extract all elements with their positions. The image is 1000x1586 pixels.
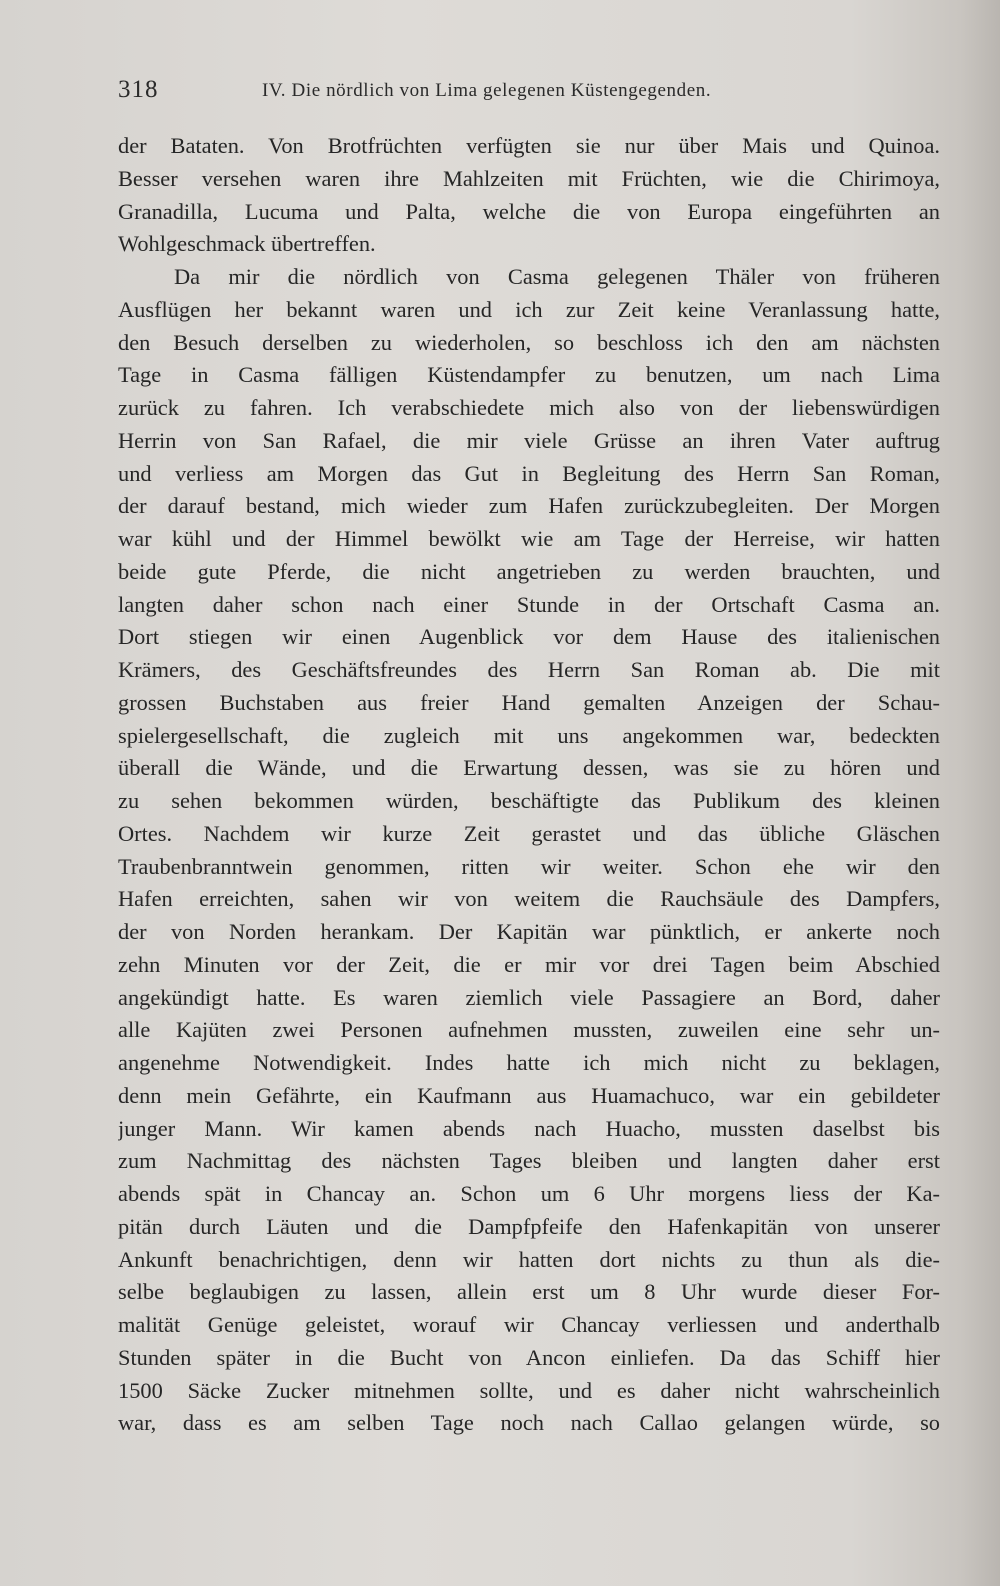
page-number: 318 [118,76,159,103]
text-line: war kühl und der Himmel bewölkt wie am Tage der Herreise, wir hatten [118,526,940,551]
text-line: Granadilla, Lucuma und Palta, welche die von Europa eingeführten an [118,198,940,224]
text-line: zurück zu fahren. Ich verabschiedete mich also von der liebenswürdigen [118,395,940,420]
text-line: denn mein Gefährte, ein Kaufmann aus Huamachuco, war ein gebildeter [118,1082,940,1108]
text-line: Hafen erreichten, sahen wir von weitem die Rauchsäule des Dampfers, [118,886,940,912]
text-line: Ankunft benachrichtigen, denn wir hatten dort nichts zu thun als die- [118,1246,940,1272]
text-line: malität Genüge geleistet, worauf wir Chancay verliessen und anderthalb [118,1312,940,1337]
text-line: 1500 Säcke Zucker mitnehmen sollte, und es daher nicht wahrscheinlich [118,1377,940,1403]
text-line: angenehme Notwendigkeit. Indes hatte ich mich nicht zu beklagen, [118,1050,940,1075]
text-line: der von Norden herankam. Der Kapitän war pünktlich, er ankerte noch [118,919,940,944]
running-head [118,76,938,112]
text-line: pitän durch Läuten und die Dampfpfeife den Hafenkapitän von unserer [118,1213,940,1239]
text-line: abends spät in Chancay an. Schon um 6 Uhr morgens liess der Ka- [118,1181,940,1206]
text-line: überall die Wände, und die Erwartung dessen, was sie zu hören und [118,755,940,781]
text-line: zehn Minuten vor der Zeit, die er mir vor drei Tagen beim Abschied [118,951,940,977]
text-line: Herrin von San Rafael, die mir viele Grüsse an ihren Vater auftrug [118,427,940,453]
text-line: langten daher schon nach einer Stunde in der Ortschaft Casma an. [118,591,940,617]
text-line: Besser versehen waren ihre Mahlzeiten mit Früchten, wie die Chirimoya, [118,165,940,191]
text-line: zu sehen bekommen würden, beschäftigte das Publikum des kleinen [118,788,940,813]
text-line: Ausflügen her bekannt waren und ich zur Zeit keine Veranlassung hatte, [118,296,940,322]
text-line: angekündigt hatte. Es waren ziemlich viele Passagiere an Bord, daher [118,984,940,1010]
text-line: Ortes. Nachdem wir kurze Zeit gerastet und das übliche Gläschen [118,820,940,846]
text-line: Stunden später in die Bucht von Ancon einliefen. Da das Schiff hier [118,1344,940,1370]
text-line: grossen Buchstaben aus freier Hand gemalten Anzeigen der Schau- [118,689,940,715]
text-line: junger Mann. Wir kamen abends nach Huacho, mussten daselbst bis [118,1115,940,1141]
text-line: Tage in Casma fälligen Küstendampfer zu benutzen, um nach Lima [118,362,940,388]
text-line: der darauf bestand, mich wieder zum Hafen zurückzubegleiten. Der Morgen [118,493,940,519]
text-line: Krämers, des Geschäftsfreundes des Herrn San Roman ab. Die mit [118,657,940,682]
text-line: den Besuch derselben zu wiederholen, so beschloss ich den am nächsten [118,329,940,355]
text-line: zum Nachmittag des nächsten Tages bleiben und langten daher erst [118,1148,940,1174]
text-line: spielergesellschaft, die zugleich mit uns angekommen war, bedeckten [118,722,940,748]
text-line: selbe beglaubigen zu lassen, allein erst um 8 Uhr wurde dieser For- [118,1279,940,1305]
text-line: und verliess am Morgen das Gut in Begleitung des Herrn San Roman, [118,460,940,486]
body-text [118,130,940,1440]
text-line: beide gute Pferde, die nicht angetrieben zu werden brauchten, und [118,558,940,584]
paragraph-start-line: Da mir die nördlich von Casma gelegenen Thäler von früheren [174,264,940,289]
text-line: alle Kajüten zwei Personen aufnehmen mussten, zuweilen eine sehr un- [118,1017,940,1043]
text-line: Wohlgeschmack übertreffen. [118,231,376,257]
text-line: war, dass es am selben Tage noch nach Callao gelangen würde, so [118,1410,940,1436]
text-line: Dort stiegen wir einen Augenblick vor dem Hause des italienischen [118,624,940,650]
chapter-title: IV. Die nördlich von Lima gelegenen Küstengegenden. [262,80,712,101]
text-line: Traubenbranntwein genommen, ritten wir weiter. Schon ehe wir den [118,853,940,879]
text-line: der Bataten. Von Brotfrüchten verfügten sie nur über Mais und Quinoa. [118,133,940,158]
